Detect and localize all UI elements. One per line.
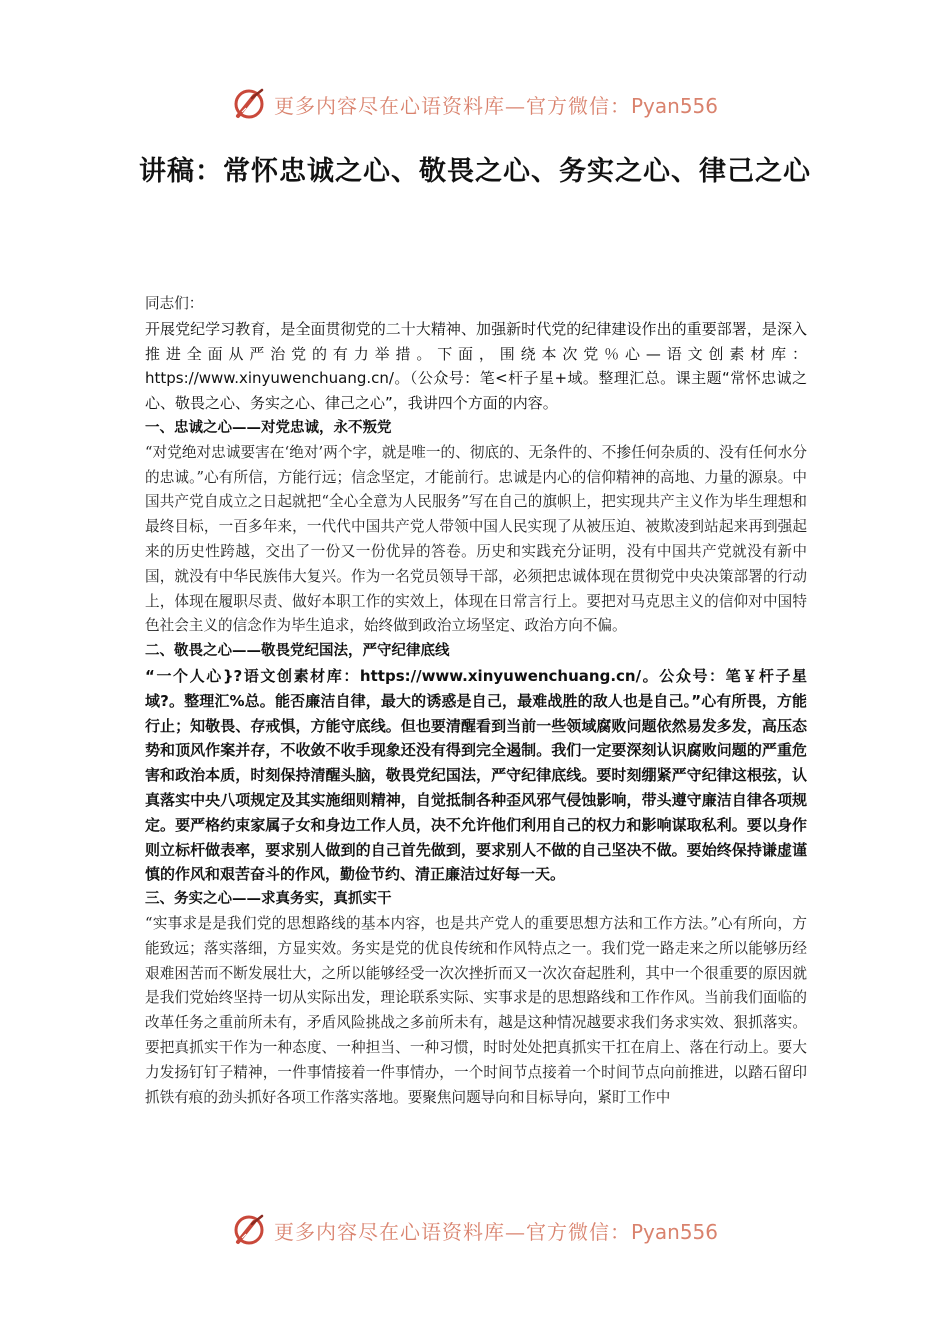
section-heading-loyalty: 一、忠诚之心——对党忠诚，永不叛党 bbox=[145, 419, 392, 436]
footer-watermark-banner bbox=[0, 1208, 950, 1252]
document-body bbox=[145, 292, 807, 1110]
section-body-reverence: “一个人心}?语文创素材库：https://www.xinyuwenchuang.cn/。公众号：笔￥杆子星域?。整理汇%总。能否廉洁自律，最大的诱惑是自己，最难战胜的敌人也是自己。”心有所畏，方能行止；知敬畏、存戒惧，方能守底线。但也要清醒看到当前一些领域腐败问题依然易发多发，高压态势和顶风作案并存，不收敛不收手现象还没有得到完全遏制。我们一定要深刻认识腐败问题的严重危害和政治本质，时刻保持清醒头脑，敬畏党纪国法，严守纪律底线。要时刻绷紧严守纪律这根弦，认真落实中央八项规定及其实施细则精神，自觉抵制各种歪风邪气侵蚀影响，带头遵守廉洁自律各项规定。要严格约束家属子女和身边工作人员，决不允许他们利用自己的权力和影响谋取私利。要以身作则立标杆做表率，要求别人做到的自己首先做到，要求别人不做的自己坚决不做。要始终保持谦虚谨慎的作风和艰苦奋斗的作风，勤俭节约、清正廉洁过好每一天。 bbox=[145, 666, 807, 884]
watermark-text bbox=[274, 1216, 718, 1245]
header-watermark-banner bbox=[0, 82, 950, 126]
watermark-wechat-id: Pyan556 bbox=[630, 93, 718, 118]
watermark-label: 更多内容尽在心语资料库—官方微信： bbox=[273, 1219, 631, 1244]
salutation: 同志们： bbox=[145, 295, 204, 312]
intro-paragraph: 开展党纪学习教育，是全面贯彻党的二十大精神、加强新时代党的纪律建设作出的重要部署，是深入推进全面从严治党的有力举措。下面，围绕本次党％心—语文创素材库：https://www.xinyuwenchuang.cn/。（公众号：笔<杆子星+域。整理汇总。课主题“常怀忠诚之心、敬畏之心、务实之心、律己之心”，我讲四个方面的内容。 bbox=[145, 319, 807, 413]
section-heading-pragmatism: 三、务实之心——求真务实，真抓实干 bbox=[145, 891, 392, 908]
brush-stroke-logo-icon bbox=[232, 1212, 268, 1248]
watermark-label: 更多内容尽在心语资料库—官方微信： bbox=[273, 93, 631, 118]
document-title: 讲稿：常怀忠诚之心、敬畏之心、务实之心、律己之心 bbox=[139, 156, 811, 187]
section-heading-reverence: 二、敬畏之心——敬畏党纪国法，严守纪律底线 bbox=[145, 643, 450, 660]
section-body-pragmatism: “实事求是是我们党的思想路线的基本内容，也是共产党人的重要思想方法和工作方法。”心有所向，方能致远；落实落细，方显实效。务实是党的优良传统和作风特点之一。我们党一路走来之所以能够历经艰难困苦而不断发展壮大，之所以能够经受一次次挫折而又一次次奋起胜利，其中一个很重要的原因就是我们党始终坚持一切从实际出发，理论联系实际、实事求是的思想路线和工作作风。当前我们面临的改革任务之重前所未有，矛盾风险挑战之多前所未有，越是这种情况越要求我们务求实效、狠抓落实。要把真抓实干作为一种态度、一种担当、一种习惯，时时处处把真抓实干扛在肩上、落在行动上。要大力发扬钉钉子精神，一件事情接着一件事情办，一个时间节点接着一个时间节点向前推进，以踏石留印抓铁有痕的劲头抓好各项工作落实落地。要聚焦问题导向和目标导向，紧盯工作中 bbox=[145, 914, 807, 1106]
watermark-text bbox=[274, 90, 718, 119]
section-body-loyalty: “对党绝对忠诚要害在‘绝对’两个字，就是唯一的、彻底的、无条件的、不掺任何杂质的、没有任何水分的忠诚。”心有所信，方能行远；信念坚定，才能前行。忠诚是内心的信仰精神的高地、力量的源泉。中国共产党自成立之日起就把“全心全意为人民服务”写在自己的旗帜上，把实现共产主义作为毕生理想和最终目标，一百多年来，一代代中国共产党人带领中国人民实现了从被压迫、被欺凌到站起来再到强起来的历史性跨越，交出了一份又一份优异的答卷。历史和实践充分证明，没有中国共产党就没有新中国，就没有中华民族伟大复兴。作为一名党员领导干部，必须把忠诚体现在贯彻党中央决策部署的行动上，体现在履职尽责、做好本职工作的实效上，体现在日常言行上。要把对马克思主义的信仰对中国特色社会主义的信念作为毕生追求，始终做到政治立场坚定、政治方向不偏。 bbox=[145, 443, 807, 635]
watermark-wechat-id: Pyan556 bbox=[630, 1219, 718, 1244]
brush-stroke-logo-icon bbox=[232, 86, 268, 122]
